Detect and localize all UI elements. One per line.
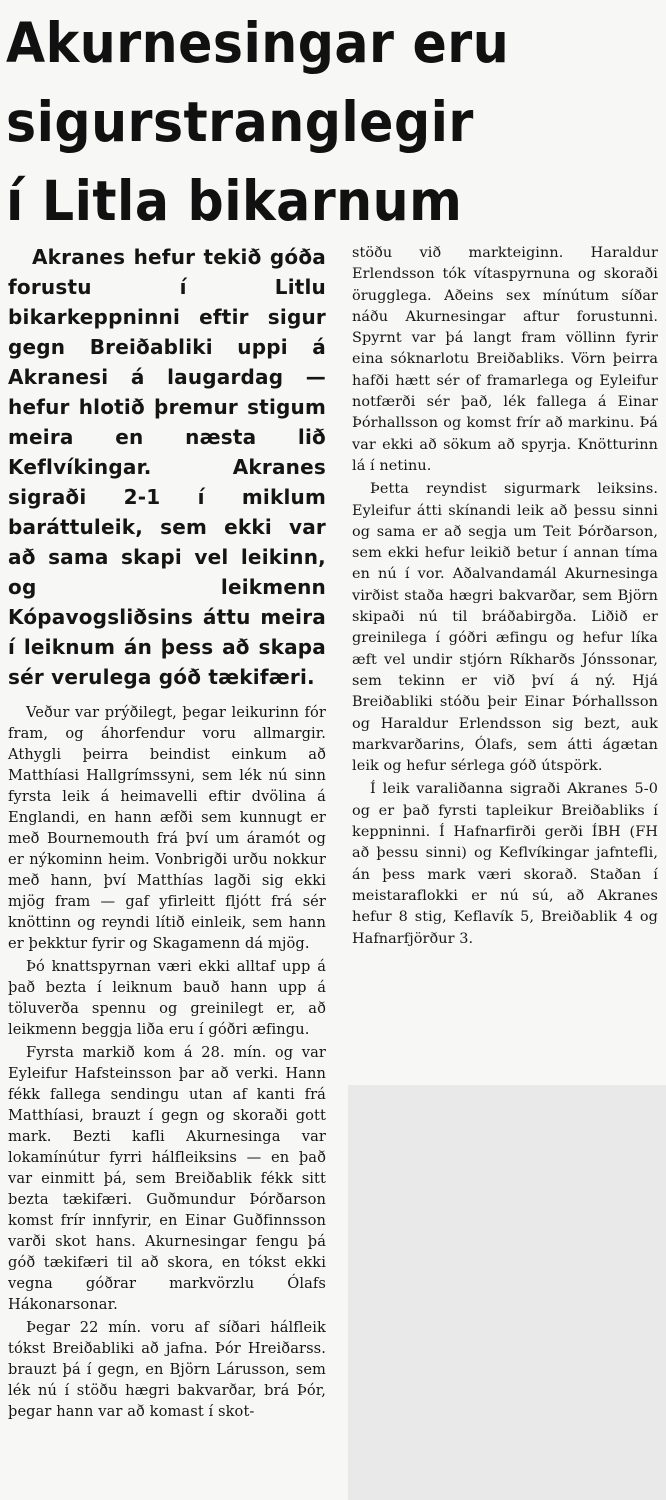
left-column [8, 242, 326, 1424]
right-column [352, 243, 658, 952]
body-paragraph: Þó knattspyrnan væri ekki alltaf upp á það bezta í leiknum bauð hann upp á töluverða spennu og greinilegt er, að leikmenn beggja liða eru í góðri æfingu. [8, 958, 326, 1038]
headline-line-3: í Litla bikarnum [6, 169, 463, 233]
body-paragraph-continued: stöðu við markteiginn. Haraldur Erlendsson tók vítaspyrnuna og skoraði örugglega. Aðeins sex mínútum síðar náðu Akurnesingar aftur forustunni. Spyrnt var þá langt fram völlinn fyrir eina sóknarlotu Breiðabliks. Vörn þeirra hafði hætt sér of framarlega og Eyleifur notfærði sér það, lék fallega á Einar Þórhallsson og komst frír að markinu. Þá var ekki að sökum að spyrja. Knötturinn lá í netinu. [352, 245, 658, 474]
body-paragraph: Þegar 22 mín. voru af síðari hálfleik tókst Breiðabliki að jafna. Þór Hreiðarss. brauzt þá í gegn, en Björn Lárusson, sem lék nú í stöðu hægri bakvarðar, brá Þór, þegar hann var að komast í skot- [8, 1319, 326, 1420]
headline-line-2: sigurstranglegir [6, 90, 474, 154]
headline-line-1: Akurnesingar eru [6, 11, 510, 75]
body-paragraph: Í leik varaliðanna sigraði Akranes 5-0 og er það fyrsti tapleikur Breiðabliks í keppninni. Í Hafnarfirði gerði ÍBH (FH að þessu sinni) og Keflvíkingar jafntefli, án þess mark væri skorað. Staðan í meistaraflokki er nú sú, að Akranes hefur 8 stig, Keflavík 5, Breiðablik 4 og Hafnarfjörður 3. [352, 781, 658, 947]
body-paragraph: Veður var prýðilegt, þegar leikurinn fór fram, og áhorfendur voru allmargir. Athygli þeirra beindist einkum að Matthíasi Hallgrímssyni, sem lék nú sinn fyrsta leik á heimavelli eftir dvölina á Englandi, en hann æfði sem kunnugt er með Bournemouth frá því um áramót og er nýkominn heim. Vonbrigði urðu nokkur með hann, því Matthías lagði sig ekki mjög fram — gaf yfirleitt fljótt frá sér knöttinn og reyndi lítið einleik, sem hann er þekktur fyrir og Skagamenn dá mjög. [8, 704, 326, 952]
body-paragraph: Fyrsta markið kom á 28. mín. og var Eyleifur Hafsteinsson þar að verki. Hann fékk fallega sendingu utan af kanti frá Matthíasi, brauzt í gegn og skoraði gott mark. Bezti kafli Akurnesinga var lokamínútur fyrri hálfleiksins — en það var einmitt þá, sem Breiðablik fékk sitt bezta tækifæri. Guðmundur Þórðarson komst frír innfyrir, en Einar Guðfinnsson varði skot hans. Akurnesingar fengu þá góð tækifæri til að skora, en tókst ekki vegna góðrar markvörzlu Ólafs Hákonarsonar. [8, 1044, 326, 1313]
body-paragraph: Þetta reyndist sigurmark leiksins. Eyleifur átti skínandi leik að þessu sinni og sama er að segja um Teit Þórðarson, sem ekki hefur leikið betur í annan tíma en nú í vor. Aðalvandamál Akurnesinga virðist staða hægri bakvarðar, sem Björn skipaði nú til bráðabirgða. Liðið er greinilega í góðri æfingu og hefur líka æft vel undir stjórn Ríkharðs Jónssonar, sem tekinn er við því á ný. Hjá Breiðabliki stóðu þeir Einar Þórhallsson og Haraldur Erlendsson sig bezt, auk markvarðarins, Ólafs, sem átti ágætan leik og hefur sérlega góð útspörk. [352, 481, 658, 775]
headline [6, 4, 595, 241]
lead-paragraph: Akranes hefur tekið góða forustu í Litlu bikarkeppninni eftir sigur gegn Breiðabliki uppi á Akranesi á laugardag — hefur hlotið þremur stigum meira en næsta lið Keflvíkingar. Akranes sigraði 2-1 í miklum baráttuleik, sem ekki var að sama skapi vel leikinn, og leikmenn Kópavogsliðsins áttu meira í leiknum án þess að skapa sér verulega góð tækifæri. [8, 245, 326, 689]
